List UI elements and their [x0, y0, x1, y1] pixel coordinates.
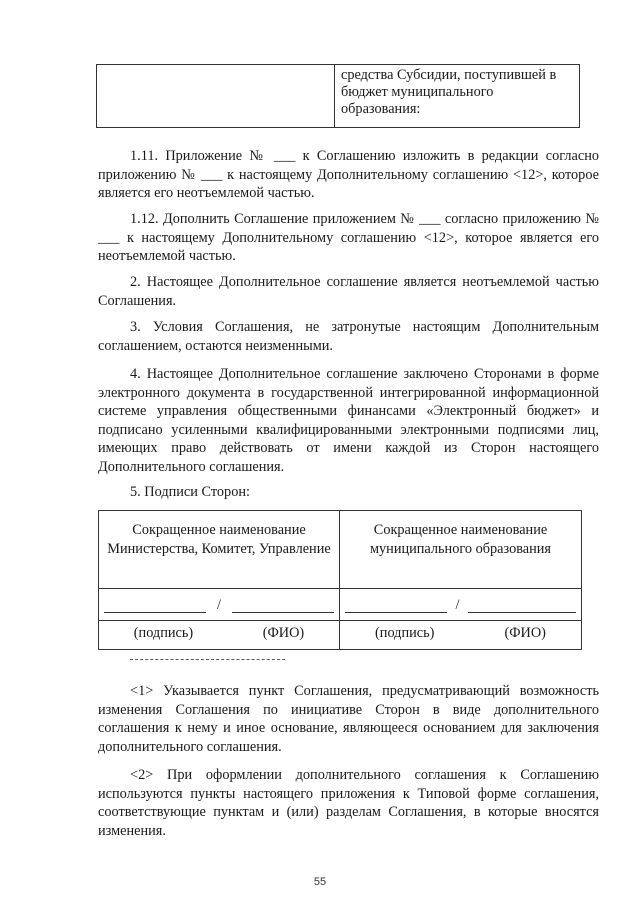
table-cell-text: средства Субсидии, поступившей в бюджет муниципального образования: — [335, 65, 580, 128]
paragraph-5: 5. Подписи Сторон: — [130, 484, 250, 500]
empty-cell — [97, 65, 335, 128]
left-party-header: Сокращенное наименование Министерства, Комитет, Управление — [99, 511, 340, 589]
slash: / — [455, 597, 460, 613]
signature-blank — [104, 598, 206, 613]
paragraph-3: 3. Условия Соглашения, не затронутые настоящим Дополнительным соглашением, остаются неизменными. — [98, 319, 599, 354]
fio-blank — [468, 598, 576, 613]
sign-label: (подпись) — [133, 625, 194, 641]
paragraph-1-11: 1.11. Приложение № ___ к Соглашению изложить в редакции согласно приложению № ___ к настоящему Дополнительному соглашению <12>, которое является его неотъемлемой частью. — [98, 148, 599, 202]
right-labels — [340, 621, 582, 650]
signature-blank — [345, 598, 447, 613]
fio-label: (ФИО) — [504, 625, 546, 641]
right-signature-line — [340, 589, 582, 621]
fio-label: (ФИО) — [262, 625, 305, 641]
footnote-separator — [130, 659, 285, 660]
paragraph-2: 2. Настоящее Дополнительное соглашение является неотъемлемой частью Соглашения. — [98, 274, 599, 309]
slash: / — [217, 597, 221, 613]
paragraph-1-12: 1.12. Дополнить Соглашение приложением № ___ согласно приложению № ___ к настоящему Дополнительному соглашению <12>, которое является его неотъемлемой частью. — [98, 211, 599, 265]
signature-table — [98, 510, 582, 650]
paragraph-4: 4. Настоящее Дополнительное соглашение заключено Сторонами в форме электронного документа в государственной интегрированной информационной системе управления общественными финансами «Электронный бюджет» и подписано усиленными квалифицированными электронными подписями лиц, имеющих право действовать от имени каждой из Сторон настоящего Дополнительного соглашения. — [98, 366, 599, 475]
left-signature-line — [99, 589, 340, 621]
page-number: 55 — [313, 876, 327, 888]
footnote-2: <2> При оформлении дополнительного соглашения к Соглашению используются пункты настоящего приложения к Типовой форме соглашения, соответствующие пунктам и (или) разделам Соглашения, в которые вносятся изменения. — [98, 767, 599, 839]
sign-label: (подпись) — [375, 625, 435, 641]
continuation-table — [96, 64, 580, 128]
footnote-1: <1> Указывается пункт Соглашения, предусматривающий возможность изменения Соглашения по инициативе Сторон в виде дополнительного соглашения к нему и иное основание, являющееся основанием для заключения дополнительного соглашения. — [98, 683, 599, 755]
left-labels — [99, 621, 340, 650]
fio-blank — [232, 598, 334, 613]
right-party-header: Сокращенное наименование муниципального образования — [340, 511, 582, 589]
